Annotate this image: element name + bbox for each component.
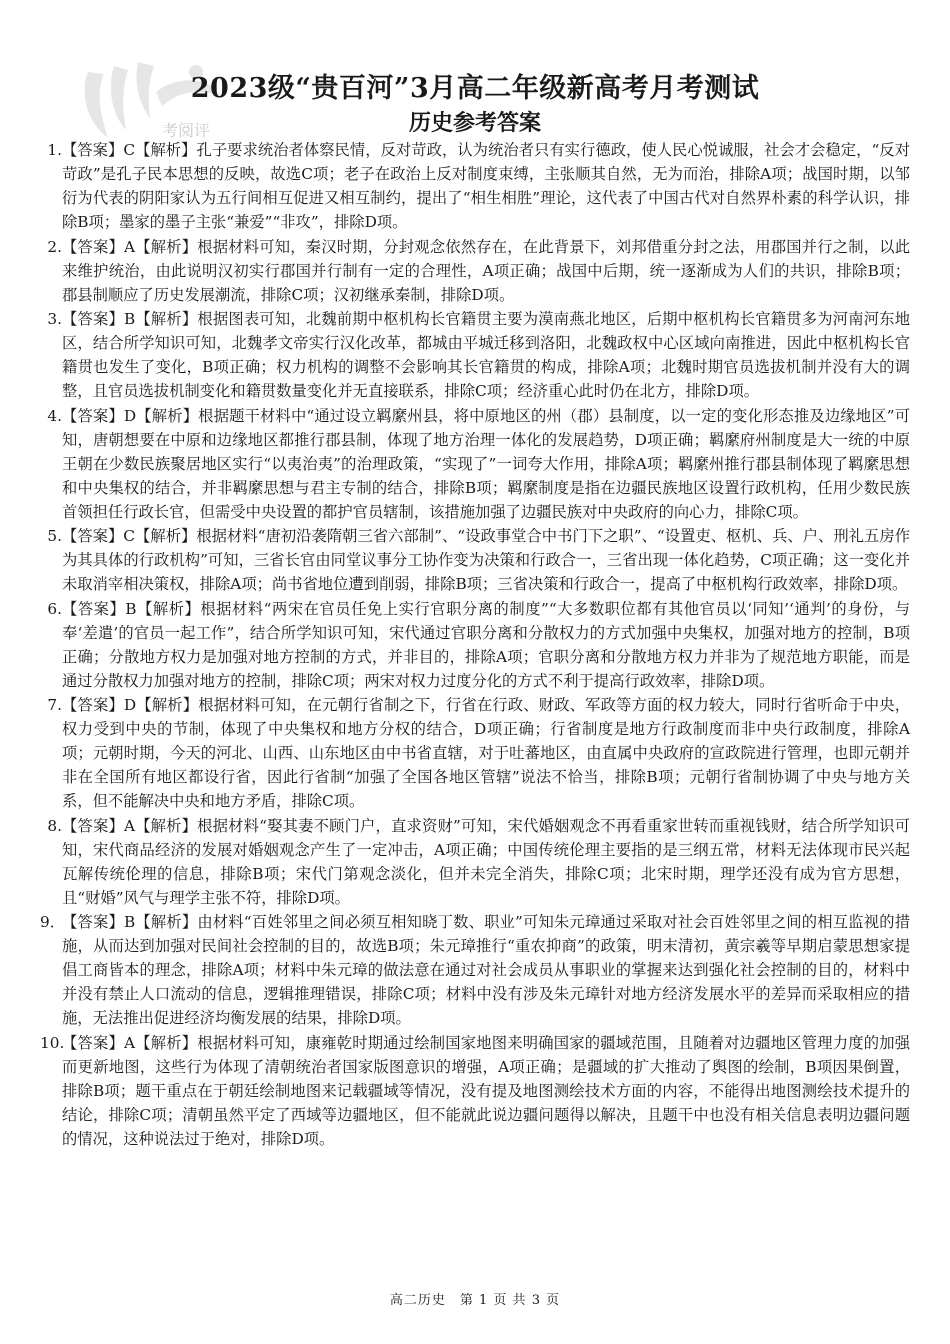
item-number: 9．	[40, 913, 66, 931]
answer-item-2	[40, 235, 910, 307]
answer-item-5	[40, 524, 910, 596]
answer-item-4	[40, 404, 910, 524]
item-text: 【答案】D【解析】根据题干材料中“通过设立羁縻州县，将中原地区的州（郡）县制度，以一定的变化形态推及边缘地区”可知，唐朝想要在中原和边缘地区都推行郡县制，体现了地方治理一体化的发展趋势，D项正确；羁縻府州制度是大一统的中原王朝在少数民族聚居地区实行“以夷治夷”的治理政策，“实现了”一词夸大作用，排除A项；羁縻州推行郡县制体现了羁縻思想和中央集权的结合，并非羁縻思想与君主专制的结合，排除B项；羁縻制度是指在边疆民族地区设置行政机构，任用少数民族首领担任行政长官，但需受中央设置的都护官员辖制，该措施加强了边疆民族对中央政府的向心力，排除C项。	[62, 406, 910, 521]
answer-item-7	[40, 693, 910, 813]
item-number: 7.	[47, 696, 62, 714]
answer-item-8	[40, 814, 910, 910]
item-text: 【答案】C【解析】根据材料“唐初沿袭隋朝三省六部制”、“设政事堂合中书门下之职”、“设置吏、枢机、兵、户、刑礼五房作为其具体的行政机构”可知，三省长官由同堂议事分工协作变为决策和行政合一，三省出现一体化趋势，C项正确；这一变化并未取消宰相决策权，排除A项；尚书省地位遭到削弱，排除B项；三省决策和行政合一，提高了中枢机构行政效率，排除D项。	[62, 527, 910, 593]
item-text: 【答案】A【解析】根据材料可知，秦汉时期，分封观念依然存在，在此背景下，刘邦借重分封之法，用郡国并行之制，以此来维护统治，由此说明汉初实行郡国并行制有一定的合理性，A项正确；战国中后期，统一逐渐成为人们的共识，排除B项；郡县制顺应了历史发展潮流，排除C项；汉初继承秦制，排除D项。	[62, 237, 910, 304]
item-number: 10.	[40, 1033, 65, 1052]
answer-item-3	[40, 307, 910, 403]
item-number: 5.	[47, 527, 62, 545]
item-text: 【答案】C【解析】孔子要求统治者体察民情，反对苛政，认为统治者只有实行德政，使人民心悦诚服，社会才会稳定，“反对苛政”是孔子民本思想的反映，故选C项；老子在政治上反对制度束缚，主张顺其自然，无为而治，排除A项；战国时期，以邹衍为代表的阴阳家认为五行间相互促进又相互制约，提出了“相生相胜”理论，这代表了中国古代对自然界朴素的科学认识，排除B项；墨家的墨子主张“兼爱”“非攻”，排除D项。	[62, 141, 910, 231]
item-text: 【答案】A【解析】根据材料可知，康雍乾时期通过绘制国家地图来明确国家的疆域范围，且随着对边疆地区管理力度的加强而更新地图，这些行为体现了清朝统治者国家版图意识的增强，A项正确；是疆域的扩大推动了舆图的绘制，B项因果倒置，排除B项；题干重点在于朝廷绘制地图来记载疆域等情况，没有提及地图测绘技术方面的内容，不能得出地图测绘技术提升的结论，排除C项；清朝虽然平定了西域等边疆地区，但不能就此说边疆问题得以解决，且题干中也没有相关信息表明边疆问题的情况，这种说法过于绝对，排除D项。	[62, 1033, 910, 1148]
svg-text:考阅评: 考阅评	[162, 121, 211, 140]
answer-item-10	[40, 1031, 910, 1151]
item-number: 1.	[47, 141, 62, 159]
answer-item-1	[40, 138, 910, 234]
item-text: 【答案】B【解析】根据图表可知，北魏前期中枢机构长官籍贯主要为漠南燕北地区，后期中枢机构长官籍贯多为河南河东地区，结合所学知识可知，北魏孝文帝实行汉化改革，都城由平城迁移到洛阳，北魏政权中心区域向南推进，因此中枢机构长官籍贯也发生了变化，B项正确；权力机构的调整不会影响其长官籍贯的构成，排除A项；北魏时期官员选拔机制并没有大的调整，且官员选拔机制变化和籍贯数量变化并无直接联系，排除C项；经济重心此时仍在北方，排除D项。	[62, 310, 910, 400]
answer-item-6	[40, 597, 910, 693]
page-footer: 高二历史 第 1 页 共 3 页	[389, 1293, 561, 1308]
item-text: 【答案】A【解析】根据材料“娶其妻不顾门户，直求资财”可知，宋代婚姻观念不再看重家世转而重视钱财，结合所学知识可知，宋代商品经济的发展对婚姻观念产生了一定冲击，A项正确；中国传统伦理主要指的是三纲五常，材料无法体现市民兴起瓦解传统伦理的信息，排除B项；宋代门第观念淡化，但并未完全消失，排除C项；北宋时期，理学还没有成为官方思想，且“财婚”风气与理学主张不符，排除D项。	[62, 816, 910, 907]
page-subtitle: 历史参考答案	[408, 110, 541, 136]
item-number: 6.	[47, 599, 62, 618]
item-text: 【答案】B【解析】由材料“百姓邻里之间必须互相知晓丁数、职业”可知朱元璋通过采取对社会百姓邻里之间的相互监视的措施，从而达到加强对民间社会控制的目的，故选B项；朱元璋推行“重农抑商”的政策，明末清初，黄宗羲等早期启蒙思想家提倡工商皆本的理念，排除A项；材料中朱元璋的做法意在通过对社会成员从事职业的掌握来达到强化社会控制的目的，材料中并没有禁止人口流动的信息，逻辑推理错误，排除C项；材料中没有涉及朱元璋针对地方经济发展水平的差异而采取相应的措施，无法推出促进经济均衡发展的结果，排除D项。	[62, 913, 910, 1027]
answer-list	[40, 138, 910, 1151]
item-number: 4.	[47, 406, 62, 425]
answer-item-9	[40, 910, 910, 1030]
item-number: 2.	[47, 237, 62, 256]
item-text: 【答案】B【解析】根据材料“两宋在官员任免上实行官职分离的制度”“大多数职位都有其他官员以‘同知’‘通判’的身份，与奉‘差遣’的官员一起工作”，结合所学知识可知，宋代通过官职分离和分散权力的方式加强中央集权，加强对地方的控制，B项正确；分散地方权力是加强对地方控制的方式，并非目的，排除A项；官职分离和分散地方权力并非为了规范地方职能，而是通过分散权力加强对地方的控制，排除C项；两宋对权力过度分化的方式不利于提高行政效率，排除D项。	[62, 599, 910, 690]
page-title: 2023级“贵百河”3月高二年级新高考月考测试	[190, 73, 760, 104]
item-text: 【答案】D【解析】根据材料可知，在元朝行省制之下，行省在行政、财政、军政等方面的权力较大，同时行省听命于中央，权力受到中央的节制，体现了中央集权和地方分权的结合，D项正确；行省制度是地方行政制度而非中央行政制度，排除A项；元朝时期，今天的河北、山西、山东地区由中书省直辖，对于吐蕃地区，由直属中央政府的宣政院进行管理，也即元朝并非在全国所有地区都设行省，因此行省制“加强了全国各地区管辖”说法不恰当，排除B项；元朝行省制协调了中央与地方关系，但不能解决中央和地方矛盾，排除C项。	[62, 696, 910, 810]
item-number: 3.	[47, 310, 62, 328]
item-number: 8.	[47, 816, 62, 835]
